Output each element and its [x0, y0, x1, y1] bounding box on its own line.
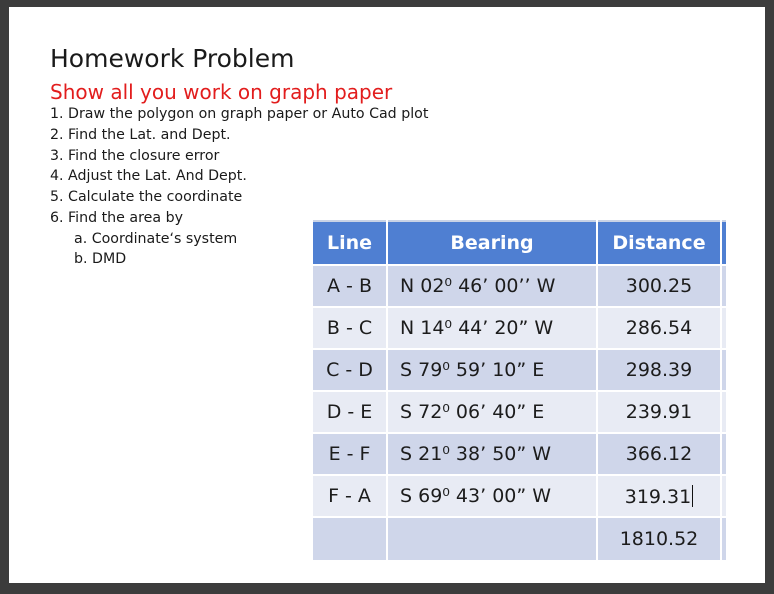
cell-line[interactable]: E - F — [313, 433, 387, 475]
cell-bearing[interactable]: S 69⁰ 43’ 00” W — [387, 475, 597, 517]
cell-extra[interactable] — [721, 307, 727, 349]
cell-distance[interactable]: 286.54 — [597, 307, 721, 349]
table-total-row — [313, 517, 727, 561]
cell-extra[interactable] — [721, 349, 727, 391]
cell-distance[interactable]: 300.25 — [597, 265, 721, 307]
step-item: 1. Draw the polygon on graph paper or Auto Cad plot — [50, 106, 429, 122]
step-item: 6. Find the area by — [50, 209, 183, 226]
table-row — [313, 349, 727, 391]
cell-distance[interactable]: 366.12 — [597, 433, 721, 475]
header-extra-cell[interactable] — [721, 221, 727, 265]
cell-bearing[interactable]: S 21⁰ 38’ 50” W — [387, 433, 597, 475]
sub-step-item: a. Coordinate‘s system — [74, 230, 238, 247]
table-header-row — [313, 221, 727, 265]
cell-line[interactable]: B - C — [313, 307, 387, 349]
cell-total-distance[interactable]: 1810.52 — [597, 517, 721, 561]
sub-step-item: b. DMD — [74, 250, 127, 267]
header-distance[interactable]: Distance — [597, 221, 721, 265]
cell-extra[interactable] — [721, 391, 727, 433]
table-row — [313, 307, 727, 349]
cell-empty[interactable] — [313, 517, 387, 561]
page-subtitle: Show all you work on graph paper — [50, 80, 393, 104]
cell-bearing[interactable]: S 79⁰ 59’ 10” E — [387, 349, 597, 391]
cell-line[interactable]: F - A — [313, 475, 387, 517]
header-line[interactable]: Line — [313, 221, 387, 265]
step-item: 5. Calculate the coordinate — [50, 189, 243, 206]
cell-line[interactable]: A - B — [313, 265, 387, 307]
cell-extra[interactable] — [721, 433, 727, 475]
step-item: 4. Adjust the Lat. And Dept. — [50, 168, 247, 185]
header-bearing[interactable]: Bearing — [387, 221, 597, 265]
table-row — [313, 475, 727, 517]
cell-distance-text: 319.31 — [624, 485, 692, 508]
traverse-table[interactable] — [313, 220, 728, 562]
page-title: Homework Problem — [50, 44, 295, 73]
table-row — [313, 433, 727, 475]
cell-bearing[interactable]: N 02⁰ 46’ 00’’ W — [387, 265, 597, 307]
cell-extra[interactable] — [721, 265, 727, 307]
document-page — [9, 7, 765, 583]
text-cursor — [692, 485, 693, 507]
cell-distance[interactable]: 298.39 — [597, 349, 721, 391]
step-item: 2. Find the Lat. and Dept. — [50, 126, 231, 143]
cell-bearing[interactable]: S 72⁰ 06’ 40” E — [387, 391, 597, 433]
cell-extra[interactable] — [721, 475, 727, 517]
cell-line[interactable]: D - E — [313, 391, 387, 433]
step-item: 3. Find the closure error — [50, 147, 220, 164]
cell-distance-active[interactable] — [597, 475, 721, 517]
cell-line[interactable]: C - D — [313, 349, 387, 391]
table-row — [313, 265, 727, 307]
cell-bearing[interactable]: N 14⁰ 44’ 20” W — [387, 307, 597, 349]
cell-empty[interactable] — [387, 517, 597, 561]
table-row — [313, 391, 727, 433]
cell-distance[interactable]: 239.91 — [597, 391, 721, 433]
cell-extra[interactable] — [721, 517, 727, 561]
